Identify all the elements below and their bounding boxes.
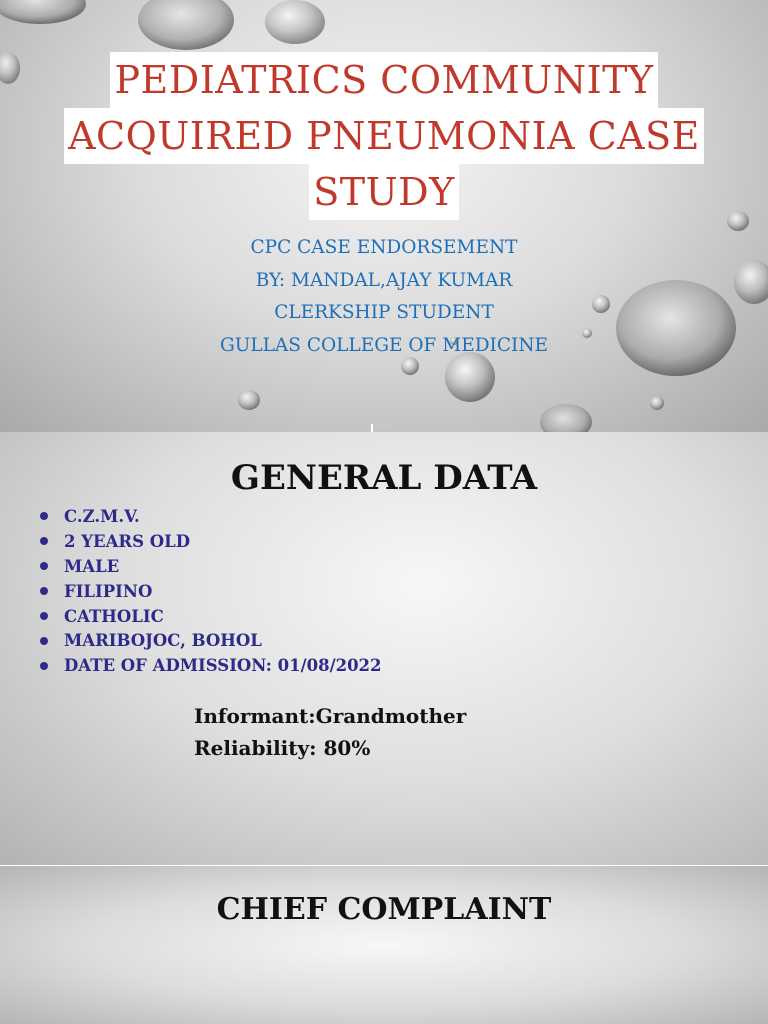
title-line: STUDY bbox=[309, 164, 458, 220]
list-item-text: 2 YEARS OLD bbox=[64, 531, 191, 551]
subtitle-line: CLERKSHIP STUDENT bbox=[274, 302, 494, 323]
list-item bbox=[40, 604, 382, 629]
bullet-dot-icon bbox=[40, 612, 48, 620]
informant-text: Informant:Grandmother bbox=[194, 704, 467, 728]
subtitle-line: CPC CASE ENDORSEMENT bbox=[250, 237, 518, 258]
informant-block bbox=[194, 700, 466, 764]
bullet-dot-icon bbox=[40, 587, 48, 595]
general-data-slide bbox=[0, 432, 768, 865]
water-drop bbox=[265, 0, 325, 44]
list-item bbox=[40, 554, 382, 579]
general-data-list bbox=[40, 504, 382, 678]
subtitle-line: BY: MANDAL,AJAY KUMAR bbox=[255, 269, 513, 291]
bullet-dot-icon bbox=[40, 662, 48, 670]
bullet-dot-icon bbox=[40, 512, 48, 520]
presentation-subtitle bbox=[0, 232, 768, 362]
subtitle-line: GULLAS COLLEGE OF MEDICINE bbox=[219, 334, 549, 356]
list-item bbox=[40, 504, 382, 529]
bullet-dot-icon bbox=[40, 562, 48, 570]
bullet-dot-icon bbox=[40, 637, 48, 645]
water-drop bbox=[650, 396, 664, 410]
list-item-text: DATE OF ADMISSION: 01/08/2022 bbox=[64, 656, 382, 676]
bullet-dot-icon bbox=[40, 537, 48, 545]
title-slide bbox=[0, 0, 768, 432]
list-item bbox=[40, 579, 382, 604]
chief-complaint-slide bbox=[0, 866, 768, 1024]
water-drop bbox=[138, 0, 234, 50]
general-data-heading: GENERAL DATA bbox=[230, 458, 538, 498]
title-line: PEDIATRICS COMMUNITY bbox=[110, 52, 657, 108]
water-drop bbox=[0, 0, 86, 24]
text-cursor-mark bbox=[371, 424, 373, 432]
list-item-text: MARIBOJOC, BOHOL bbox=[64, 631, 262, 651]
title-line: ACQUIRED PNEUMONIA CASE bbox=[64, 108, 704, 164]
list-item-text: FILIPINO bbox=[64, 581, 153, 601]
presentation-title bbox=[0, 52, 768, 220]
list-item-text: CATHOLIC bbox=[64, 606, 164, 626]
list-item bbox=[40, 628, 382, 653]
list-item bbox=[40, 529, 382, 554]
list-item-text: MALE bbox=[64, 556, 120, 576]
water-drop bbox=[540, 404, 592, 432]
water-drop bbox=[238, 390, 260, 410]
reliability-text: Reliability: 80% bbox=[194, 736, 371, 760]
list-item-text: C.Z.M.V. bbox=[64, 506, 140, 526]
chief-complaint-heading: CHIEF COMPLAINT bbox=[216, 892, 552, 927]
list-item bbox=[40, 653, 382, 678]
